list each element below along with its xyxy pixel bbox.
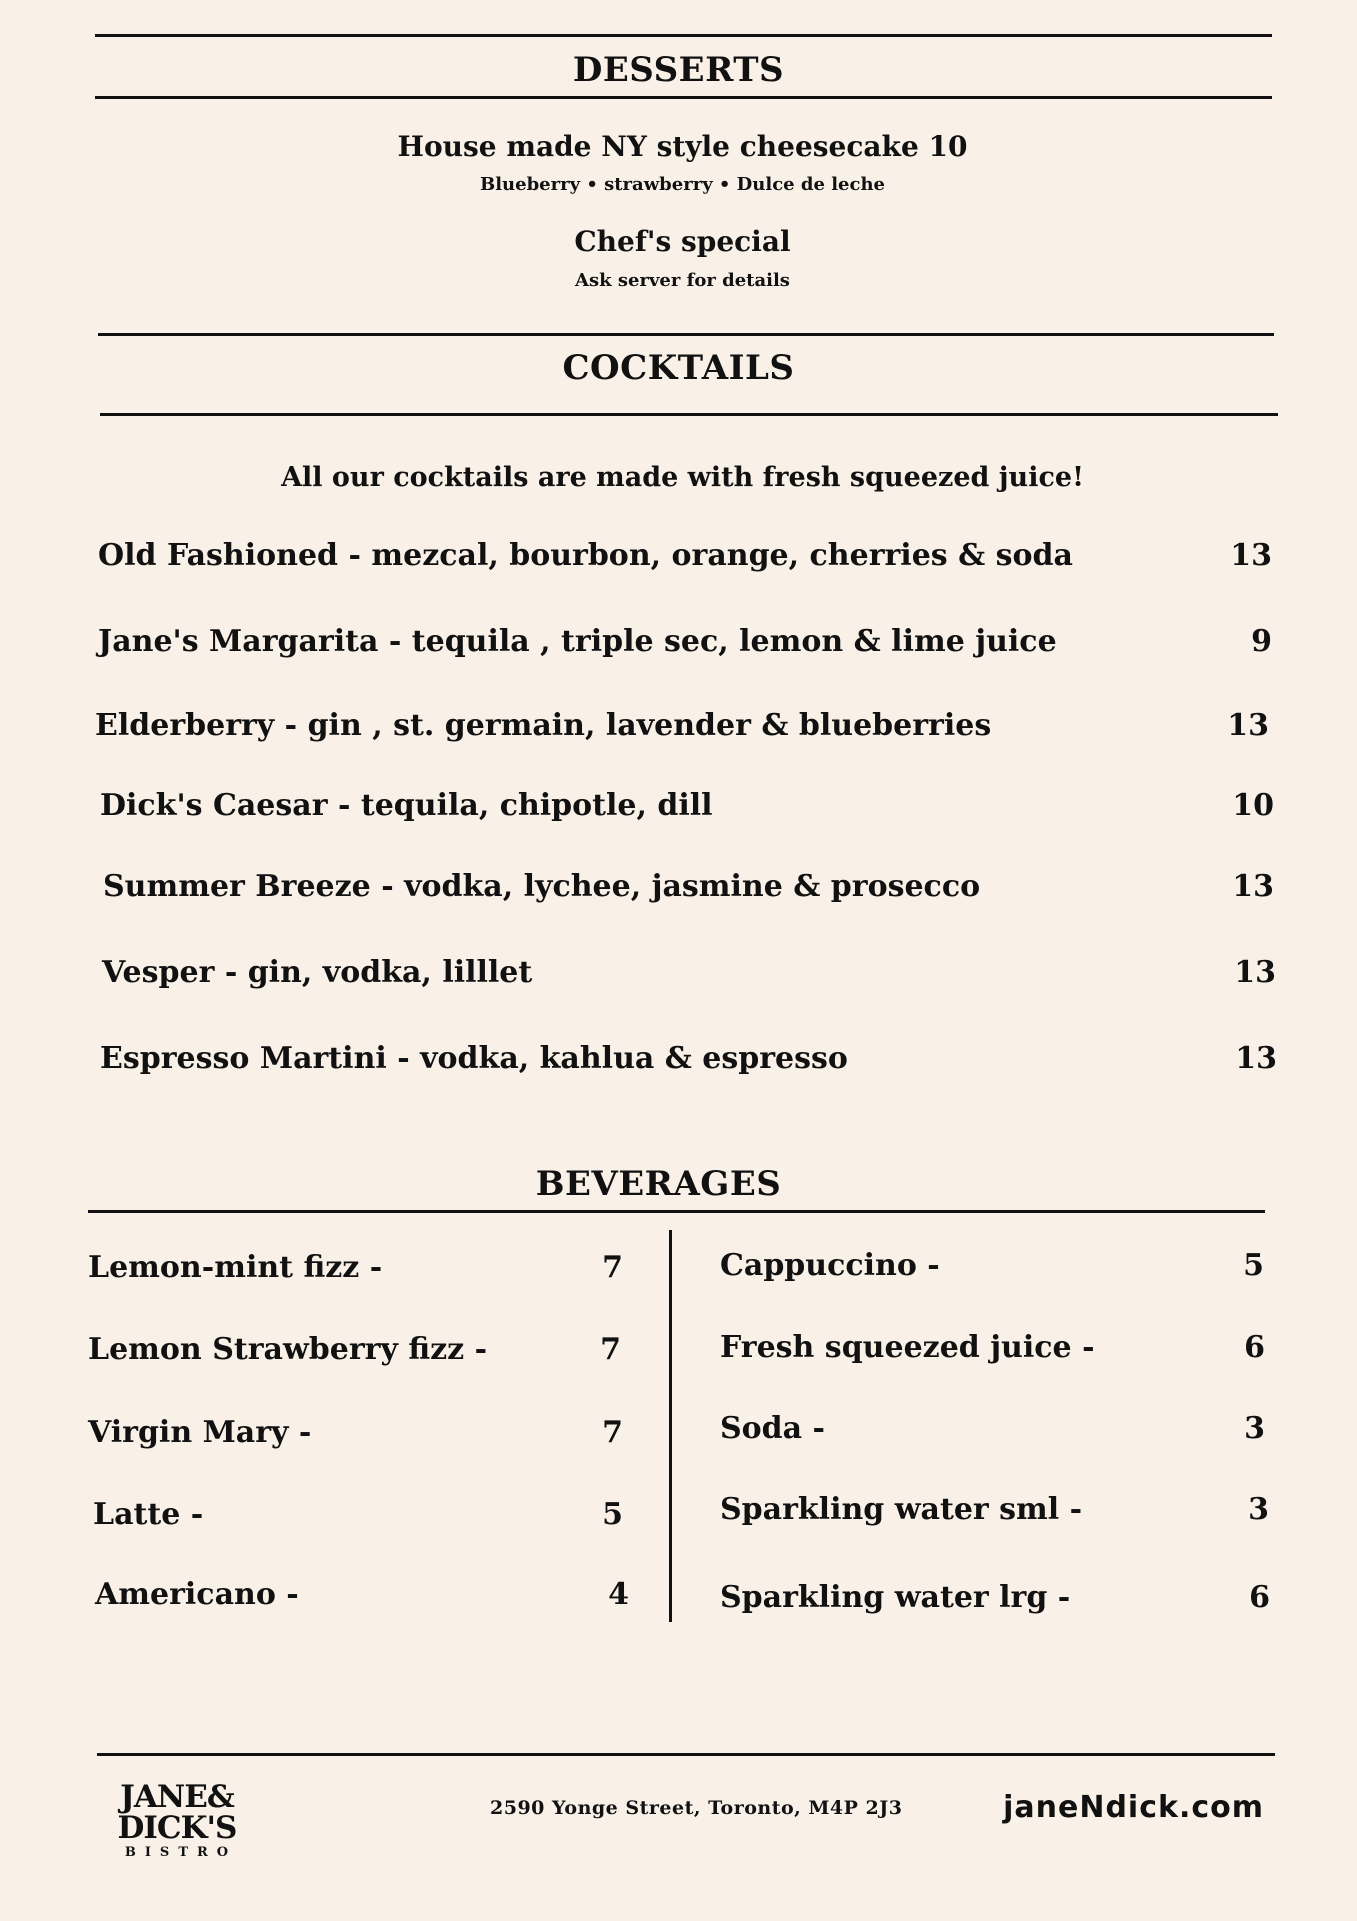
beverage-price: 3 (1244, 1411, 1265, 1446)
cocktail-row (102, 955, 1276, 995)
beverage-row (88, 1415, 623, 1455)
beverage-row (720, 1492, 1269, 1532)
beverage-name: Sparkling water lrg - (720, 1580, 1071, 1615)
dessert-item-name: Chef's special (574, 225, 791, 258)
footer-address: 2590 Yonge Street, Toronto, M4P 2J3 (490, 1797, 903, 1819)
logo-line: JANE& (120, 1779, 234, 1815)
cocktails-note: All our cocktails are made with fresh squeezed juice! (281, 462, 1084, 493)
beverage-name: Fresh squeezed juice - (720, 1330, 1095, 1365)
beverage-row (720, 1580, 1270, 1620)
cocktail-name: Jane's Margarita - tequila , triple sec, lemon & lime juice (98, 624, 1057, 659)
beverage-price: 5 (602, 1497, 623, 1532)
dessert-item-detail: Blueberry • strawberry • Dulce de leche (480, 174, 885, 195)
cocktail-row (95, 708, 1269, 748)
cocktail-price: 10 (1232, 788, 1274, 823)
beverage-row (93, 1497, 623, 1537)
beverage-price: 5 (1243, 1248, 1264, 1283)
dessert-item-name: House made NY style cheesecake 10 (397, 130, 968, 163)
beverage-name: Cappuccino - (720, 1248, 940, 1283)
beverage-row (95, 1577, 629, 1617)
beverage-row (720, 1330, 1265, 1370)
beverage-price: 7 (602, 1250, 623, 1285)
cocktail-row (98, 624, 1272, 664)
beverage-row (720, 1248, 1264, 1288)
cocktail-row (100, 788, 1274, 828)
cocktail-price: 13 (1227, 708, 1269, 743)
logo-line: DICK'S (117, 1810, 237, 1846)
cocktail-price: 13 (1234, 955, 1276, 990)
beverages-title: BEVERAGES (535, 1164, 782, 1204)
cocktail-price: 9 (1251, 624, 1272, 659)
beverage-name: Virgin Mary - (88, 1415, 312, 1450)
desserts-title: DESSERTS (572, 50, 785, 90)
beverage-price: 6 (1249, 1580, 1270, 1615)
beverage-price: 7 (600, 1332, 621, 1367)
beverage-row (88, 1250, 623, 1290)
cocktail-name: Elderberry - gin , st. germain, lavender & blueberries (95, 708, 992, 743)
beverage-row (720, 1411, 1265, 1451)
desserts-top-rule (95, 34, 1272, 37)
cocktails-title: COCKTAILS (562, 348, 795, 388)
cocktail-name: Summer Breeze - vodka, lychee, jasmine & prosecco (103, 869, 981, 904)
beverage-name: Soda - (720, 1411, 825, 1446)
logo-line: BISTRO (124, 1845, 238, 1860)
cocktails-top-rule (98, 333, 1274, 336)
cocktail-name: Vesper - gin, vodka, lilllet (102, 955, 533, 990)
cocktail-price: 13 (1232, 869, 1274, 904)
beverage-price: 3 (1248, 1492, 1269, 1527)
beverages-column-divider (669, 1230, 672, 1622)
cocktail-price: 13 (1235, 1041, 1277, 1076)
cocktails-bottom-rule (100, 413, 1278, 416)
cocktail-row (103, 869, 1274, 909)
beverage-row (88, 1332, 621, 1372)
footer-rule (97, 1753, 1275, 1756)
cocktail-price: 13 (1230, 538, 1272, 573)
beverage-name: Lemon Strawberry fizz - (88, 1332, 488, 1367)
footer-website-link[interactable]: janeNdick.com (1003, 1790, 1264, 1825)
beverage-name: Sparkling water sml - (720, 1492, 1083, 1527)
beverage-name: Lemon-mint fizz - (88, 1250, 383, 1285)
cocktail-name: Espresso Martini - vodka, kahlua & espresso (100, 1041, 848, 1076)
dessert-item-detail: Ask server for details (575, 270, 790, 291)
cocktail-name: Old Fashioned - mezcal, bourbon, orange, cherries & soda (98, 538, 1073, 573)
cocktail-row (100, 1041, 1277, 1081)
cocktail-name: Dick's Caesar - tequila, chipotle, dill (100, 788, 713, 823)
beverage-price: 6 (1244, 1330, 1265, 1365)
beverage-price: 4 (608, 1577, 629, 1612)
desserts-bottom-rule (95, 96, 1272, 99)
cocktail-row (98, 538, 1272, 578)
bistro-logo (112, 1779, 242, 1860)
beverage-name: Americano - (95, 1577, 299, 1612)
beverage-price: 7 (602, 1415, 623, 1450)
beverages-rule (88, 1210, 1265, 1213)
beverage-name: Latte - (93, 1497, 204, 1532)
